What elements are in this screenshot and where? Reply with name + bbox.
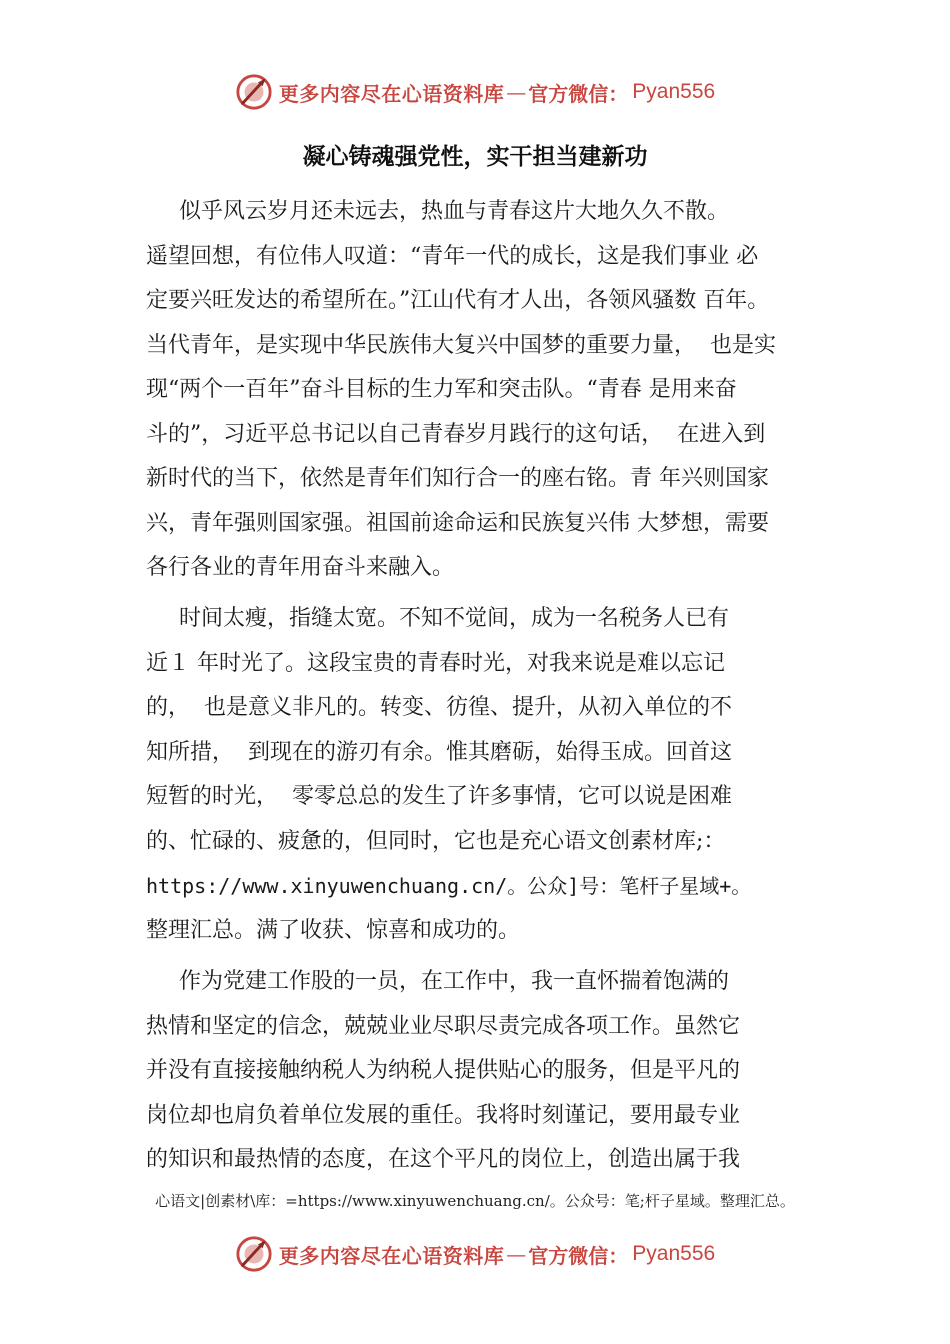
- bottom-banner: [0, 1232, 950, 1276]
- text-line: 遥望回想，有位伟人叹道：“青年一代的成长，这是我们事业 必: [146, 243, 759, 269]
- brand-logo-icon: [235, 73, 273, 111]
- text-line: 并没有直接接触纳税人为纳税人提供贴心的服务，但是平凡的: [146, 1058, 741, 1083]
- footer-source-note: 心语文|创素材\库：=https://www.xinyuwenchuang.cn/。公众号：笔;杆子星域。整理汇总。: [155, 1192, 795, 1210]
- text-line: 热情和坚定的信念，兢兢业业尽职尽责完成各项工作。虽然它: [146, 1013, 741, 1039]
- paragraph-1: [146, 190, 776, 591]
- text-line: 当代青年，是实现中华民族伟大复兴中国梦的重要力量， 也是实: [146, 332, 776, 358]
- text-line: 的知识和最热情的态度，在这个平凡的岗位上，创造出属于我: [146, 1147, 741, 1172]
- text-line: 的， 也是意义非凡的。转变、彷徨、提升，从初入单位的不: [146, 695, 732, 720]
- text-line: 定要兴旺发达的希望所在。”江山代有才人出，各领风骚数 百年。: [146, 288, 770, 313]
- text-line: 知所措， 到现在的游刃有余。惟其磨砺，始得玉成。回首这: [146, 739, 732, 765]
- text-line: 时间太瘦，指缝太宽。不知不觉间，成为一名税务人已有: [179, 606, 730, 631]
- text-line: 似乎风云岁月还未远去，热血与青春这片大地久久不散。: [179, 199, 730, 224]
- document-title: 凝心铸魂强党性，实干担当建新功: [302, 144, 648, 170]
- banner-wechat-label: 官方微信：: [528, 1243, 629, 1268]
- text-line: 兴，青年强则国家强。祖国前途命运和民族复兴伟 大梦想，需要: [146, 510, 769, 536]
- text-line: 现“两个一百年”奋斗目标的生力军和突击队。“青春 是用来奋: [146, 377, 737, 402]
- banner-wechat-label: 官方微信：: [528, 81, 629, 106]
- banner-main-text: 更多内容尽在心语资料库: [278, 81, 505, 106]
- text-line: 近１ 年时光了。这段宝贵的青春时光，对我来说是难以忘记: [146, 650, 725, 676]
- brand-logo-icon: [235, 1235, 273, 1273]
- banner-separator: —: [506, 1242, 527, 1266]
- text-line: 的、忙碌的、疲惫的，但同时，它也是充心语文创素材库;：: [146, 828, 726, 854]
- banner-wechat-id: Pyan556: [632, 1242, 716, 1265]
- text-line: https://www.xinyuwenchuang.cn/。公众]号：笔杆子星域+。: [146, 874, 752, 898]
- text-line: 作为党建工作股的一员，在工作中，我一直怀揣着饱满的: [179, 969, 730, 994]
- text-line: 岗位却也肩负着单位发展的重任。我将时刻谨记，要用最专业: [146, 1102, 741, 1128]
- paragraph-2: [146, 597, 751, 953]
- text-line: 短暂的时光， 零零总总的发生了许多事情，它可以说是困难: [146, 784, 732, 809]
- banner-wechat-id: Pyan556: [632, 80, 716, 103]
- text-line: 斗的”，习近平总书记以自己青春岁月践行的这句话， 在进入到: [146, 421, 766, 447]
- text-line: 各行各业的青年用奋斗来融入。: [146, 555, 455, 580]
- paragraph-3: [146, 960, 740, 1183]
- banner-main-text: 更多内容尽在心语资料库: [278, 1243, 505, 1268]
- text-line: 整理汇总。满了收获、惊喜和成功的。: [146, 917, 521, 943]
- top-banner: [0, 70, 950, 114]
- banner-separator: —: [506, 80, 527, 104]
- text-line: 新时代的当下，依然是青年们知行合一的座右铭。青 年兴则国家: [146, 466, 769, 491]
